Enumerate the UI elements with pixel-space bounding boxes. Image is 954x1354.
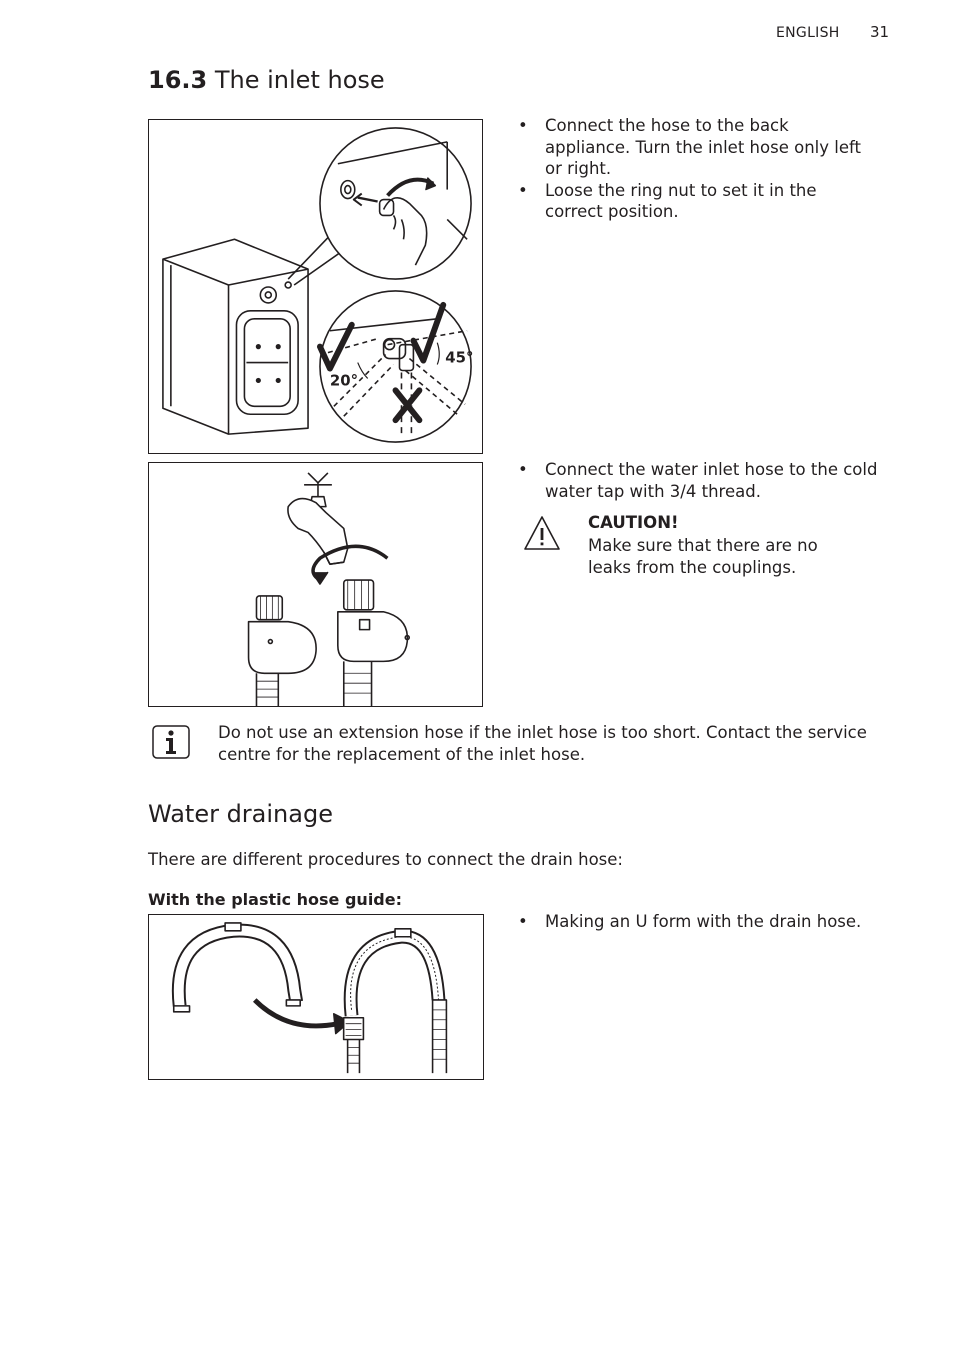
drainage-intro: There are different procedures to connect the drain hose: — [148, 850, 623, 869]
caution-text: Make sure that there are no leaks from the couplings. — [588, 536, 818, 577]
info-note-text: Do not use an extension hose if the inlet hose is too short. Contact the service centre for the replacement of the inlet hose. — [218, 723, 867, 764]
angle-label-left: 20° — [329, 371, 359, 390]
header-language: ENGLISH — [776, 25, 840, 41]
figure-inlet-hose-connection — [148, 119, 483, 454]
water-tap-instructions — [518, 459, 878, 502]
illustration-washing-machine-back — [149, 120, 482, 453]
illustration-drain-hose-u-form — [149, 915, 483, 1079]
page-number: 31 — [870, 23, 890, 41]
section-title-text: The inlet hose — [214, 66, 385, 94]
drainage-instructions — [518, 911, 878, 933]
list-item: • Connect the water inlet hose to the cold water tap with 3/4 thread. — [518, 459, 878, 502]
illustration-water-tap — [149, 463, 482, 706]
drainage-subheading: With the plastic hose guide: — [148, 890, 403, 909]
list-item: • Making an U form with the drain hose. — [518, 911, 878, 933]
section-title — [148, 66, 385, 94]
info-icon — [152, 725, 190, 759]
list-item: • Loose the ring nut to set it in the correct position. — [518, 180, 878, 223]
inlet-hose-instructions — [518, 115, 878, 223]
figure-drain-hose-guide — [148, 914, 484, 1080]
drainage-title: Water drainage — [148, 800, 333, 828]
section-number: 16.3 — [148, 66, 208, 94]
caution-title: CAUTION! — [588, 513, 679, 532]
warning-triangle-icon — [522, 514, 562, 552]
list-item: • Connect the hose to the back appliance. Turn the inlet hose only left or right. — [518, 115, 878, 180]
angle-label-right: 45° — [445, 348, 474, 367]
figure-water-tap-connection — [148, 462, 483, 707]
